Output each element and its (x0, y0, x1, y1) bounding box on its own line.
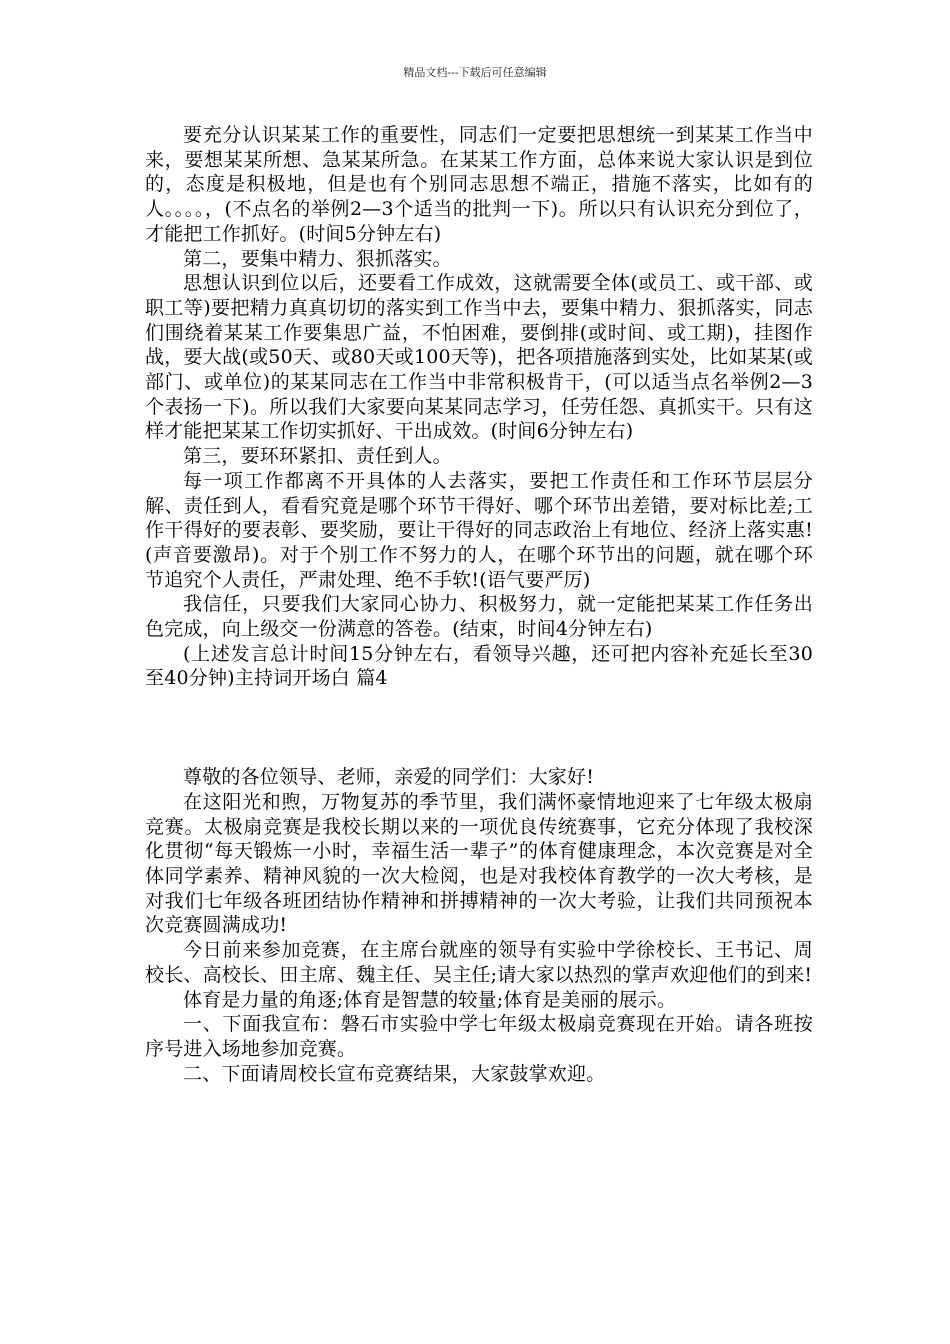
paragraph: 要充分认识某某工作的重要性，同志们一定要把思想统一到某某工作当中来，要想某某所想、急某某所急。在某某工作方面，总体来说大家认识是到位的，态度是积极地，但是也有个别同志思想不端正，措施不落实，比如有的人。。。。，(不点名的举例2—3个适当的批判一下)。所以只有认识充分到位了，才能把工作抓好。(时间5分钟左右) (145, 124, 813, 245)
paragraph: 今日前来参加竞赛，在主席台就座的领导有实验中学徐校长、王书记、周校长、高校长、田主席、魏主任、吴主任;请大家以热烈的掌声欢迎他们的到来! (145, 939, 813, 986)
paragraph: 每一项工作都离不开具体的人去落实，要把工作责任和工作环节层层分解、责任到人，看看究竟是哪个环节干得好、哪个环节出差错，要对标比差;工作干得好的要表彰、要奖励，要让干得好的同志政治上有地位、经济上落实惠!(声音要激昂)。对于个别工作不努力的人，在哪个环节出的问题，就在哪个环节追究个人责任，严肃处理、绝不手软!(语气要严厉) (145, 469, 813, 591)
document-body (145, 123, 813, 1086)
greeting: 尊敬的各位领导、老师，亲爱的同学们：大家好! (183, 766, 595, 789)
paragraph: 体育是力量的角逐;体育是智慧的较量;体育是美丽的展示。 (183, 988, 677, 1011)
paragraph: 在这阳光和煦，万物复苏的季节里，我们满怀豪情地迎来了七年级太极扇竞赛。太极扇竞赛是我校长期以来的一项优良传统赛事，它充分体现了我校深化贯彻“每天锻炼一小时，幸福生活一辈子”的体育健康理念，本次竞赛是对全体同学素养、精神风貌的一次大检阅，也是对我校体育教学的一次大考核，是对我们七年级各班团结协作精神和拼搏精神的一次大考验，让我们共同预祝本次竞赛圆满成功! (145, 790, 813, 937)
section-heading: 第二，要集中精力、狠抓落实。 (183, 247, 452, 270)
paragraph: 一、下面我宣布：磐石市实验中学七年级太极扇竞赛现在开始。请各班按序号进入场地参加竞赛。 (145, 1013, 813, 1060)
paragraph: 我信任，只要我们大家同心协力、积极努力，就一定能把某某工作任务出色完成，向上级交一份满意的答卷。(结束，时间4分钟左右) (145, 593, 813, 641)
paragraph: (上述发言总计时间15分钟左右，看领导兴趣，还可把内容补充延长至30至40分钟)主持词开场白 篇4 (145, 642, 813, 690)
paragraph: 思想认识到位以后，还要看工作成效，这就需要全体(或员工、或干部、或职工等)要把精力真真切切的落实到工作当中去，要集中精力、狠抓落实，同志们围绕着某某工作要集思广益，不怕困难，要倒排(或时间、或工期)，挂图作战，要大战(或50天、或80天或100天等)，把各项措施落到实处，比如某某(或部门、或单位)的某某同志在工作当中非常积极肯干，(可以适当点名举例2—3个表扬一下)。所以我们大家要向某某同志学习，任劳任怨、真抓实干。只有这样才能把某某工作切实抓好、干出成效。(时间6分钟左右) (145, 272, 813, 443)
spacer (145, 691, 813, 765)
page-header: 精品文档---下载后可任意编辑 (403, 66, 547, 79)
paragraph: 二、下面请周校长宣布竞赛结果，大家鼓掌欢迎。 (183, 1062, 606, 1085)
section-heading: 第三，要环环紧扣、责任到人。 (183, 445, 452, 468)
